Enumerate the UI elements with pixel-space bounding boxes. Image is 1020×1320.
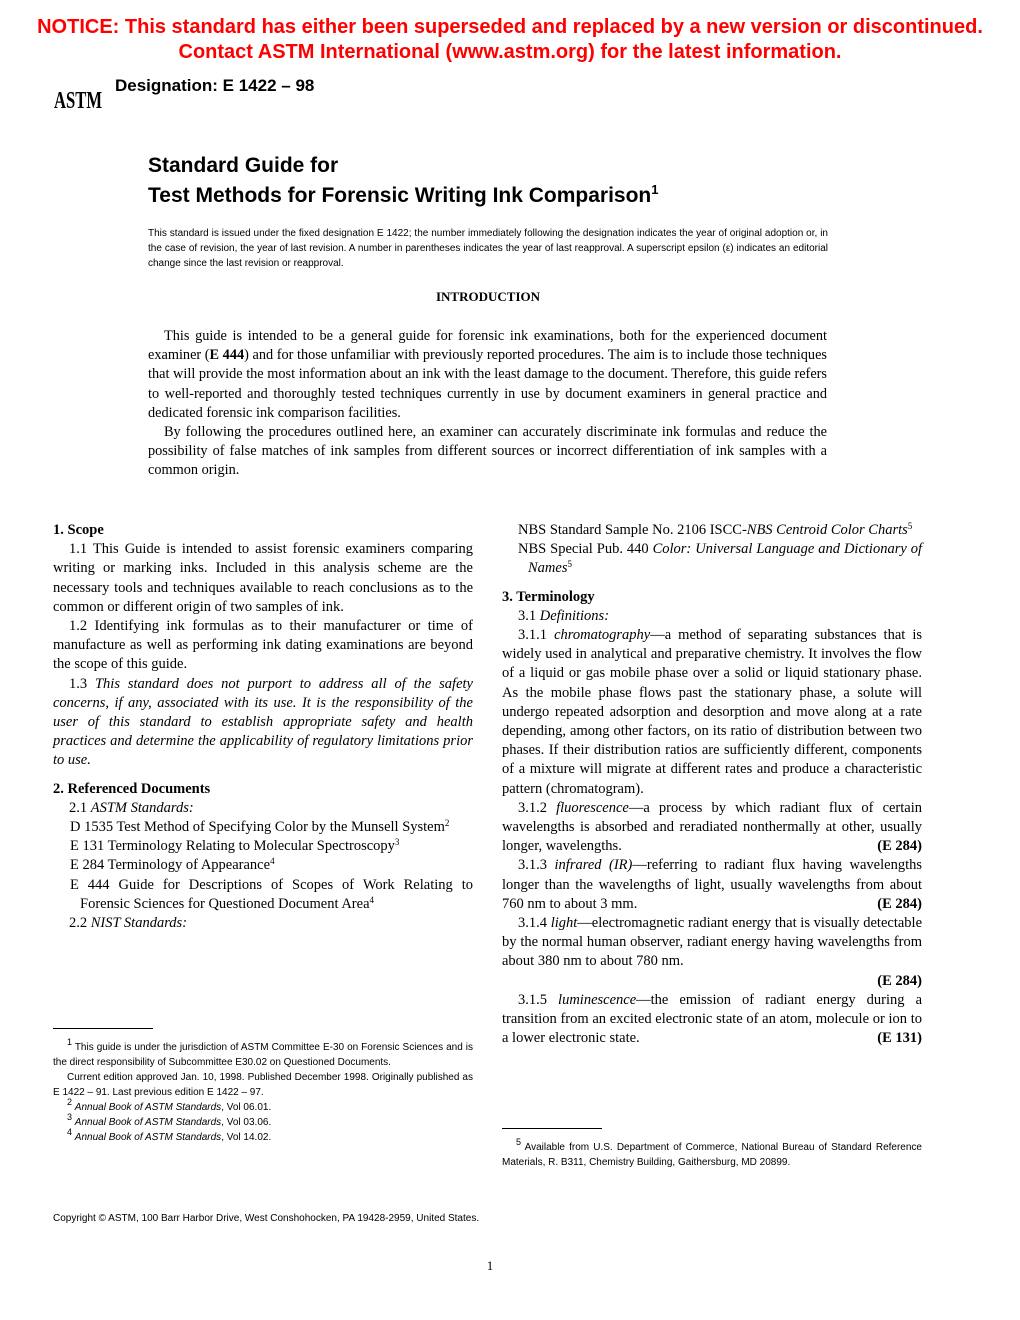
title-line-2: [148, 177, 659, 208]
footnote-rule-right: [502, 1128, 602, 1129]
e444-reference: E 444: [209, 347, 245, 364]
terminology-heading: 3. Terminology: [502, 588, 595, 605]
title-footnote-mark: 1: [651, 182, 659, 197]
astm-logo: [52, 78, 104, 116]
designation: Designation: E 1422 – 98: [115, 76, 315, 95]
notice-line-1: NOTICE: This standard has either been superseded and replaced by a new version or discontinued.: [37, 16, 983, 38]
scope-heading: 1. Scope: [53, 522, 104, 538]
right-column: [502, 521, 922, 1048]
nist-standards-label: 2.2 NIST Standards:: [69, 915, 188, 932]
reference-item: E 131 Terminology Relating to Molecular Spectroscopy$^3$: [70, 837, 400, 855]
referenced-heading: 2. Referenced Documents: [53, 780, 211, 797]
introduction-heading: INTRODUCTION: [435, 289, 540, 304]
term-luminescence: 3.1.5 luminescence—the emission of radiant energy during a transition from an excited electronic state of an atom, molecule or ion to a lower electronic state. (E 131): [502, 991, 922, 1047]
scope-1-3: 1.3 This standard does not purport to address all of the safety concerns, if any, associated with its use. It is the responsibility of the user of this standard to establish appropriate safety and health practices and determine the applicability of regulatory limitations prior to use.: [53, 675, 473, 769]
title-line-1: Standard Guide for: [148, 154, 339, 177]
left-column: [53, 521, 473, 933]
term-chromatography: 3.1.1 chromatography—a method of separating substances that is widely used in analytical and preparative chemistry. It involves the flow of a liquid or gas mobile phase over a solid or liquid stationary phase. As the mobile phase flows past the stationary phase, a solute will undergo repeated adsorption and desorption and move along at a rate depending, among other factors, on its ratio of distribution between two phases. If their distribution ratios are sufficiently different, components of a mixture will migrate at different rates and produce a characteristic pattern (chromatogram).: [502, 627, 923, 797]
footnote-1: $^1$ This guide is under the jurisdiction of ASTM Committee E-30 on Forensic Sciences and is the direct responsibility of Subcommittee E30.02 on Questioned Documents.: [53, 1037, 473, 1068]
footnotes-right: [502, 1137, 922, 1170]
issued-note: This standard is issued under the fixed designation E 1422; the number immediately following the designation indicates the year of original adoption or, in the case of revision, the year of last revision. A number in parentheses indicates the year of last reapproval. A superscript epsilon (ε) indicates an editorial change since the last revision or reapproval.: [148, 228, 828, 269]
footnote-3: $^3$ Annual Book of ASTM Standards, Vol 03.06.: [67, 1112, 272, 1128]
nbs-special-pub: NBS Special Pub. 440 Color: Universal Language and Dictionary of Names$^5$: [518, 541, 922, 577]
page-number: 1: [486, 1258, 494, 1273]
footnotes-left: [53, 1037, 473, 1145]
reference-item: E 444 Guide for Descriptions of Scopes of Work Relating to Forensic Sciences for Questioned Document Area$^4$: [70, 876, 473, 912]
introduction: [148, 327, 827, 481]
nbs-sample: NBS Standard Sample No. 2106 ISCC-NBS Centroid Color Charts$^5$: [518, 521, 913, 538]
footnote-4: $^4$ Annual Book of ASTM Standards, Vol 14.02.: [67, 1127, 272, 1143]
footnote-2: $^2$ Annual Book of ASTM Standards, Vol 06.01.: [67, 1097, 272, 1113]
scope-1-2: 1.2 Identifying ink formulas as to their manufacturer or time of manufacture as well as performing ink dating examinations are beyond the scope of this guide.: [53, 618, 473, 673]
term-light-ref: (E 284): [877, 972, 922, 989]
term-light: 3.1.4 light—electromagnetic radiant energy that is visually detectable by the normal human observer, radiant energy having wavelengths from about 380 nm to about 780 nm.: [502, 915, 923, 970]
title-text: Test Methods for Forensic Writing Ink Comparison: [148, 184, 652, 207]
introduction-paragraph-2: By following the procedures outlined here, an examiner can accurately discriminate ink formulas and reduce the possibility of false matches of ink samples from different sources or incorrect differentiation of ink samples with a common origin.: [148, 424, 827, 479]
notice-line-2: Contact ASTM International (www.astm.org) for the latest information.: [178, 41, 842, 63]
term-infrared: 3.1.3 infrared (IR)—referring to radiant flux having wavelengths longer than the wavelengths of light, usually wavelengths from about 760 nm to about 3 mm. (E 284): [502, 857, 922, 912]
footnote-1-edition: Current edition approved Jan. 10, 1998. Published December 1998. Originally published as E 1422 – 91. Last previous edition E 1422 – 97.: [53, 1072, 473, 1098]
term-fluorescence: 3.1.2 fluorescence—a process by which radiant flux of certain wavelengths is absorbed and reradiated nonthermally at other, usually longer, wavelengths. (E 284): [502, 799, 923, 855]
reference-item: D 1535 Test Method of Specifying Color by the Munsell System$^2$: [70, 818, 450, 836]
footnote-5: $^5$ Available from U.S. Department of Commerce, National Bureau of Standard Reference Materials, R. B311, Chemistry Building, Gaithersburg, MD 20899.: [502, 1137, 922, 1168]
introduction-paragraph-1: This guide is intended to be a general guide for forensic ink examinations, both for the experienced document examiner (E 444) and for those unfamiliar with previously reported procedures. The aim is to include those techniques that will provide the most information about an ink with the least damage to the document. Therefore, this guide refers to well-reported and thoroughly tested techniques currently in use by document examiners in general practice and dedicated forensic ink comparison facilities.: [148, 328, 827, 421]
footnote-rule-left: [53, 1028, 153, 1029]
definitions-label: 3.1 Definitions:: [518, 607, 610, 624]
astm-standards-label: 2.1 ASTM Standards:: [69, 799, 194, 816]
copyright: Copyright © ASTM, 100 Barr Harbor Drive, West Conshohocken, PA 19428-2959, United States.: [53, 1213, 480, 1224]
scope-1-1: 1.1 This Guide is intended to assist forensic examiners comparing writing or marking inks. Included in this analysis scheme are the necessary tools and techniques available to reach conclusions as to the common or different origin of two samples of ink.: [53, 541, 473, 615]
astm-logo-text: ASTM: [54, 88, 102, 114]
reference-item: E 284 Terminology of Appearance$^4$: [70, 856, 275, 874]
